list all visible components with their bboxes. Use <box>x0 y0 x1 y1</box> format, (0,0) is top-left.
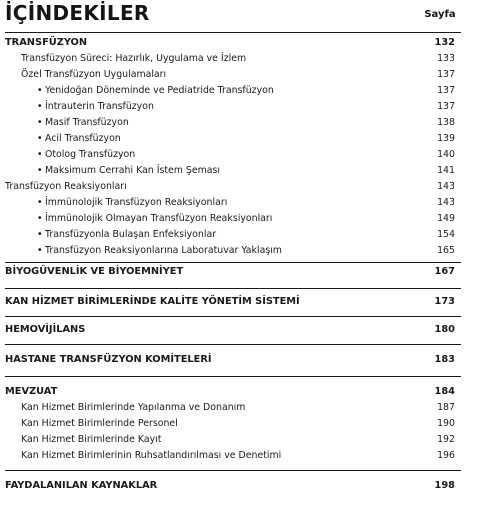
toc-item-text: Kan Hizmet Birimlerinde Yapılanma ve Donanım <box>21 402 246 413</box>
toc-item[interactable] <box>5 83 455 99</box>
toc-page-number: 190 <box>437 418 455 429</box>
toc-item-text: Kan Hizmet Birimlerinde Kayıt <box>21 434 162 445</box>
toc-section-kaynaklar[interactable] <box>5 478 455 494</box>
page-column-header: Sayfa <box>424 9 456 20</box>
toc-page-number: 140 <box>437 149 455 160</box>
divider <box>5 316 461 317</box>
toc-item[interactable] <box>5 416 455 432</box>
divider <box>5 32 461 33</box>
toc-section-title: KAN HİZMET BİRİMLERİNDE KALİTE YÖNETİM SİSTEMİ <box>5 296 300 307</box>
bullet-icon: • <box>37 149 43 160</box>
toc-page-number: 139 <box>437 133 455 144</box>
toc-item[interactable] <box>5 147 455 163</box>
toc-page-number: 154 <box>437 229 455 240</box>
toc-page-number: 167 <box>434 266 455 277</box>
bullet-icon: • <box>37 101 43 112</box>
toc-section-hemovijilans[interactable] <box>5 322 455 338</box>
toc-item-text: Transfüzyon Reaksiyonları <box>5 181 127 192</box>
bullet-icon: • <box>37 245 43 256</box>
toc-item-text: Yenidoğan Döneminde ve Pediatride Transfüzyon <box>45 85 274 96</box>
divider <box>5 288 461 289</box>
toc-item[interactable] <box>5 211 455 227</box>
bullet-icon: • <box>37 165 43 176</box>
page-title: İÇİNDEKİLER <box>5 1 150 25</box>
toc-item[interactable] <box>5 179 455 195</box>
toc-page-number: 137 <box>437 69 455 80</box>
divider <box>5 344 461 345</box>
toc-page-number: 137 <box>437 101 455 112</box>
toc-item[interactable] <box>5 163 455 179</box>
toc-item-text: Transfüzyonla Bulaşan Enfeksiyonlar <box>45 229 217 240</box>
toc-item[interactable] <box>5 67 455 83</box>
toc-item[interactable] <box>5 243 455 259</box>
toc-item-text: Masif Transfüzyon <box>45 117 129 128</box>
toc-page-number: 132 <box>434 37 455 48</box>
toc-section-title: HEMOVİJİLANS <box>5 324 86 335</box>
bullet-icon: • <box>37 117 43 128</box>
toc-item-text: Otolog Transfüzyon <box>45 149 136 160</box>
toc-item-text: İntrauterin Transfüzyon <box>45 101 154 112</box>
toc-item-text: Kan Hizmet Birimlerinde Personel <box>21 418 178 429</box>
bullet-icon: • <box>37 213 43 224</box>
toc-page-number: 173 <box>434 296 455 307</box>
toc-page-number: 184 <box>434 386 455 397</box>
divider <box>5 376 461 377</box>
toc-item[interactable] <box>5 99 455 115</box>
toc-page-number: 143 <box>437 197 455 208</box>
toc-page-number: 133 <box>437 53 455 64</box>
toc-section-title: TRANSFÜZYON <box>5 37 88 48</box>
bullet-icon: • <box>37 197 43 208</box>
toc-item[interactable] <box>5 448 455 464</box>
toc-item-text: Acil Transfüzyon <box>45 133 121 144</box>
toc-section-mevzuat[interactable] <box>5 384 455 400</box>
toc-item-text: İmmünolojik Transfüzyon Reaksiyonları <box>45 197 228 208</box>
toc-page-number: 196 <box>437 450 455 461</box>
toc-item-text: Maksimum Cerrahi Kan İstem Şeması <box>45 165 221 176</box>
toc-page-number: 198 <box>434 480 455 491</box>
toc-page-number: 141 <box>437 165 455 176</box>
toc-page-number: 180 <box>434 324 455 335</box>
toc-section-kalite[interactable] <box>5 294 455 310</box>
toc-item[interactable] <box>5 131 455 147</box>
toc-item-text: Transfüzyon Reaksiyonlarına Laboratuvar Yaklaşım <box>45 245 282 256</box>
toc-item-text: Kan Hizmet Birimlerinin Ruhsatlandırılması ve Denetimi <box>21 450 282 461</box>
toc-section-transfuzyon[interactable] <box>5 35 455 51</box>
bullet-icon: • <box>37 85 43 96</box>
toc-section-title: MEVZUAT <box>5 386 58 397</box>
toc-section-biyoguvenlik[interactable] <box>5 264 455 280</box>
toc-item-text: Özel Transfüzyon Uygulamaları <box>21 69 167 80</box>
divider <box>5 470 461 471</box>
toc-item[interactable] <box>5 51 455 67</box>
toc-item[interactable] <box>5 227 455 243</box>
toc-page-number: 138 <box>437 117 455 128</box>
toc-item[interactable] <box>5 400 455 416</box>
toc-page-number: 165 <box>437 245 455 256</box>
toc-item[interactable] <box>5 115 455 131</box>
toc-section-title: FAYDALANILAN KAYNAKLAR <box>5 480 158 491</box>
toc-item[interactable] <box>5 195 455 211</box>
toc-page-number: 137 <box>437 85 455 96</box>
toc-section-title: HASTANE TRANSFÜZYON KOMİTELERİ <box>5 354 212 365</box>
toc-section-title: BİYOGÜVENLİK VE BİYOEMNİYET <box>5 266 184 277</box>
toc-section-komite[interactable] <box>5 352 455 368</box>
toc-page-number: 187 <box>437 402 455 413</box>
bullet-icon: • <box>37 133 43 144</box>
toc-page-number: 143 <box>437 181 455 192</box>
bullet-icon: • <box>37 229 43 240</box>
toc-item[interactable] <box>5 432 455 448</box>
toc-page-number: 192 <box>437 434 455 445</box>
divider <box>5 262 461 263</box>
toc-page-number: 183 <box>434 354 455 365</box>
toc-item-text: Transfüzyon Süreci: Hazırlık, Uygulama ve İzlem <box>21 53 247 64</box>
toc-page-number: 149 <box>437 213 455 224</box>
toc-item-text: İmmünolojik Olmayan Transfüzyon Reaksiyonları <box>45 213 273 224</box>
